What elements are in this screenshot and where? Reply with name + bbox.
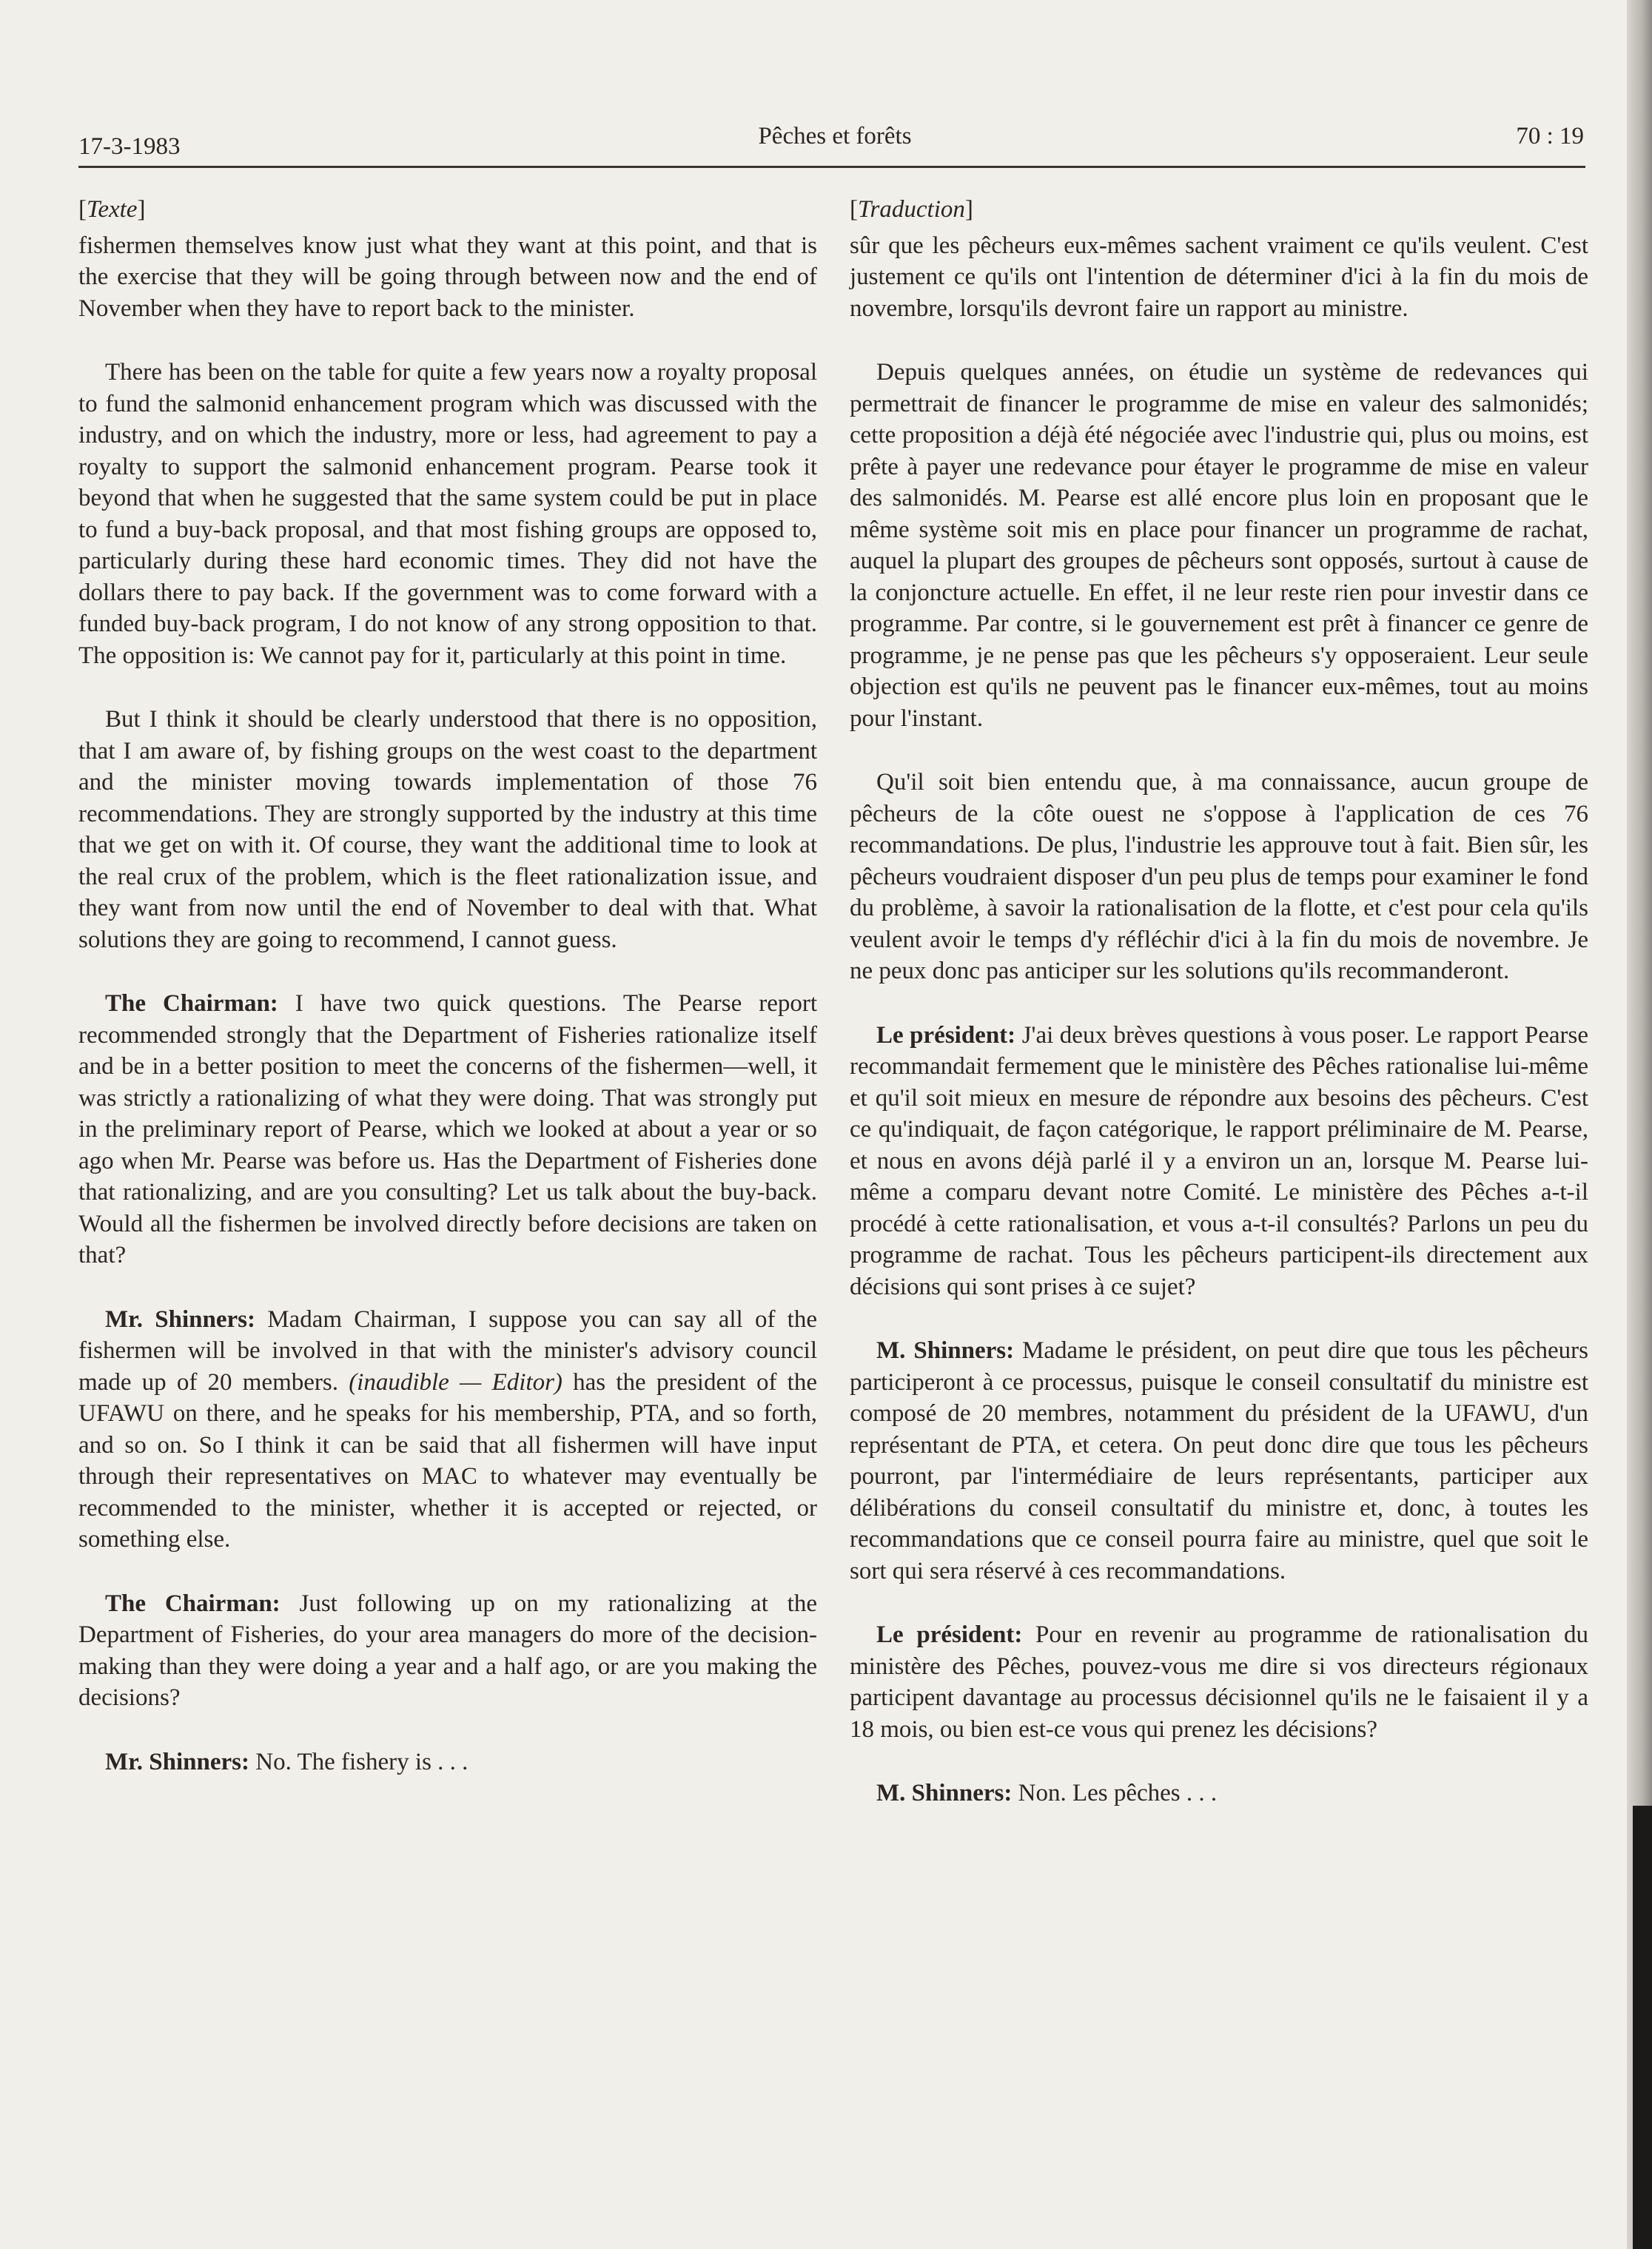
speaker-label: Le président: [876,1021,1016,1049]
paragraph: sûr que les pêcheurs eux-mêmes sachent vraiment ce qu'ils veulent. C'est justement ce qu'ils ont l'intention de déterminer d'ici à la fin du mois de novembre, lorsqu'ils devront faire un rapport au ministre. [850,232,1588,322]
speaker-label: The Chairman: [105,1590,281,1617]
speaker-label: Mr. Shinners: [105,1748,249,1775]
page-header [78,123,1591,167]
paragraph: The Chairman: Just following up on my rationalizing at the Department of Fisheries, do your area managers do more of the decision-making than they were doing a year and a half ago, or are you making the decisions? [78,1590,817,1711]
paragraph: Qu'il soit bien entendu que, à ma connaissance, aucun groupe de pêcheurs de la côte ouest ne s'oppose à l'application de ces 76 recommandations. De plus, l'industrie les approuve tout à fait. Bien sûr, les pêcheurs voudraient disposer d'un peu plus de temps pour examiner le fond du problème, à savoir la rationalisation de la flotte, et c'est pour cela qu'ils veulent avoir le temps d'y réfléchir d'ici à la fin du mois de novembre. Je ne peux donc pas anticiper sur les solutions qu'ils recommanderont. [850,769,1588,984]
paragraph: M. Shinners: Madame le président, on peut dire que tous les pêcheurs participeront à ce processus, puisque le conseil consultatif du ministre est composé de 20 membres, notamment du président de la UFAWU, d'un représentant de PTA, et cetera. On peut donc dire que tous les pêcheurs pourront, par l'intermédiaire de leurs représentants, participer aux délibérations du conseil consultatif du ministre et, donc, à toutes les recommandations que ce conseil pourra faire au ministre, quel que soit le sort qui sera réservé à ces recommandations. [850,1337,1589,1584]
speaker-label: The Chairman: [105,990,278,1017]
paragraph: M. Shinners: Non. Les pêches . . . [876,1780,1218,1806]
english-column [78,194,817,1778]
header-page-number: 70 : 19 [1516,123,1584,149]
paragraph: Le président: Pour en revenir au programme de rationalisation du ministère des Pêches, pouvez-vous me dire si vos directeurs régionaux participent davantage au processus décisionnel qu'ils ne le faisaient il y a 18 mois, ou bien est-ce vous qui prenez les décisions? [850,1621,1589,1743]
paragraph: Depuis quelques années, on étudie un système de redevances qui permettrait de financer le programme de mise en valeur des salmonidés; cette proposition a déjà été négociée avec l'industrie qui, plus ou moins, est prête à payer une redevance pour étayer le programme de mise en valeur des salmonidés. M. Pearse est allé encore plus loin en proposant que le même système soit mis en place pour financer un programme de rachat, auquel la plupart des groupes de pêcheurs sont opposés, surtout à cause de la conjoncture actuelle. En effet, il ne leur reste rien pour investir dans ce programme. Par contre, si le gouvernement est prêt à financer ce genre de programme, je ne pense pas que les pêcheurs s'y opposeraient. Leur seule objection est qu'ils ne peuvent pas le financer eux-mêmes, tout au moins pour l'instant. [850,359,1588,732]
language-label-english: [Texte] [78,196,146,223]
paragraph: Mr. Shinners: No. The fishery is . . . [105,1748,469,1775]
header-title: Pêches et forêts [758,123,912,149]
paragraph: fishermen themselves know just what they want at this point, and that is the exercise that they will be going through between now and the end of November when they have to report back to the minister. [78,232,817,322]
paragraph: Le président: J'ai deux brèves questions à vous poser. Le rapport Pearse recommandait fermement que le ministère des Pêches rationalise lui-même et qu'il soit mieux en mesure de répondre aux besoins des pêcheurs. C'est ce qu'indiquait, de façon catégorique, le rapport préliminaire de M. Pearse, et nous en avons déjà parlé il y a environ un an, lorsque M. Pearse lui-même a comparu devant notre Comité. Le ministère des Pêches a-t-il procédé à cette rationalisation, et vous a-t-il consultés? Parlons un peu du programme de rachat. Tous les pêcheurs participent-ils directement aux décisions qui sont prises à ce sujet? [850,1021,1588,1300]
paragraph: But I think it should be clearly understood that there is no opposition, that I am aware of, by fishing groups on the west coast to the department and the minister moving towards implementation of those 76 recommendations. They are strongly supported by the industry at this time that we get on with it. Of course, they want the additional time to look at the real crux of the problem, which is the fleet rationalization issue, and they want from now until the end of November to deal with that. What solutions they are going to recommend, I cannot guess. [78,706,817,953]
french-column [850,194,1588,1809]
page-edge-shadow [1633,1806,1652,2249]
speaker-label: M. Shinners: [876,1780,1013,1806]
speaker-label: M. Shinners: [876,1337,1015,1364]
language-label-french: [Traduction] [850,196,973,223]
header-rule [78,166,1585,168]
header-date: 17-3-1983 [78,133,181,160]
paragraph: There has been on the table for quite a few years now a royalty proposal to fund the salmonid enhancement program which was discussed with the industry, and on which the industry, more or less, had agreement to pay a royalty to support the salmonid enhancement program. Pearse took it beyond that when he suggested that the same system could be put in place to fund a buy-back proposal, and that most fishing groups are opposed to, particularly during these hard economic times. They did not have the dollars there to pay back. If the government was to come forward with a funded buy-back program, I do not know of any strong opposition to that. The opposition is: We cannot pay for it, particularly at this point in time. [78,359,817,669]
paragraph: Mr. Shinners: Madam Chairman, I suppose you can say all of the fishermen will be involved in that with the minister's advisory council made up of 20 members. (inaudible — Editor) has the president of the UFAWU on there, and he speaks for his membership, PTA, and so forth, and so on. So I think it can be said that all fishermen will have input through their representatives on MAC to whatever may eventually be recommended to the minister, whether it is accepted or rejected, or something else. [78,1305,817,1553]
paragraph: The Chairman: I have two quick questions. The Pearse report recommended strongly that the Department of Fisheries rationalize itself and be in a better position to meet the concerns of the fishermen—well, it was strictly a rationalizing of what they were doing. That was strongly put in the preliminary report of Pearse, which we looked at about a year or so ago when Mr. Pearse was before us. Has the Department of Fisheries done that rationalizing, and are you consulting? Let us talk about the buy-back. Would all the fishermen be involved directly before decisions are taken on that? [78,990,818,1268]
speaker-label: Mr. Shinners: [105,1305,255,1333]
speaker-label: Le président: [876,1621,1023,1648]
